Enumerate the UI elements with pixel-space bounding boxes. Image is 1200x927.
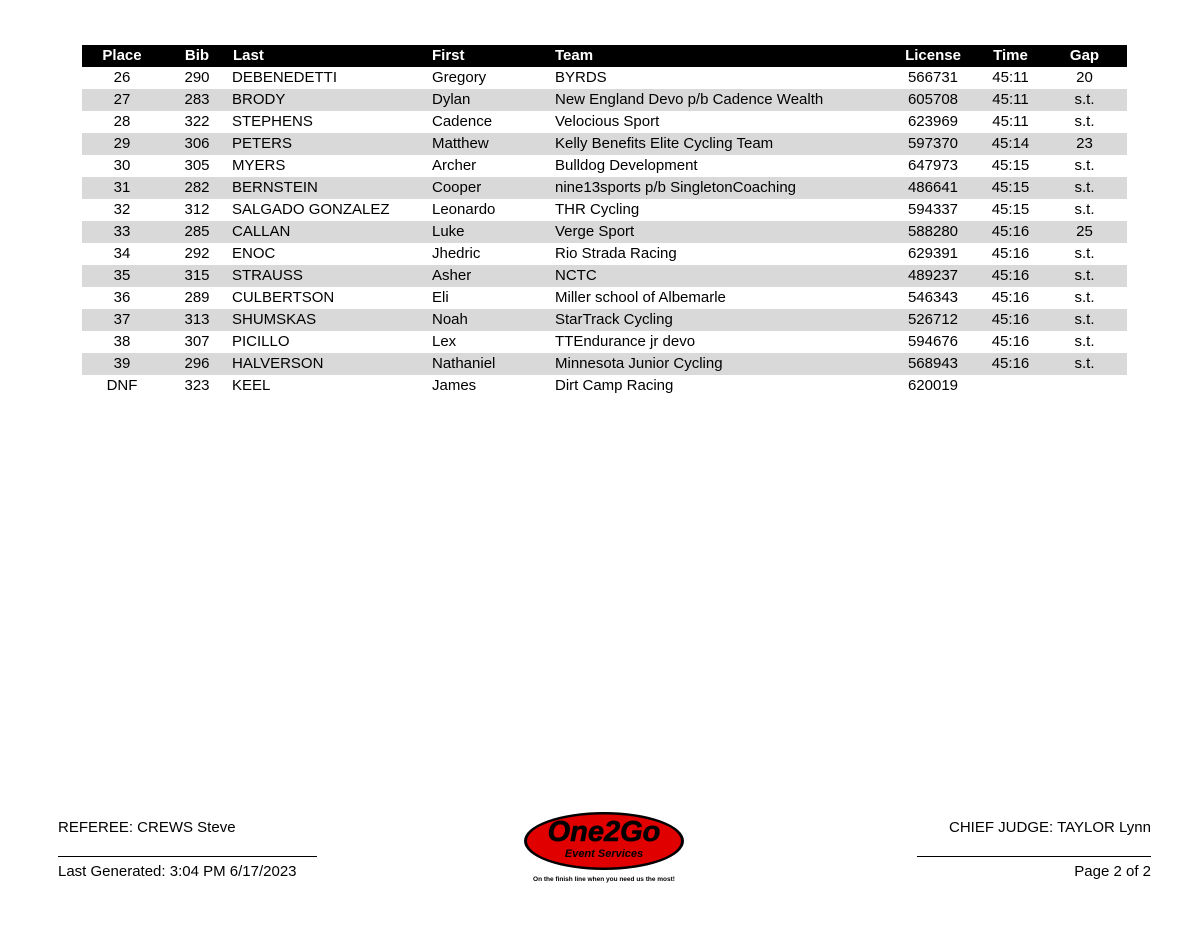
team-cell: THR Cycling: [555, 201, 640, 218]
team-cell: Miller school of Albemarle: [555, 289, 726, 306]
place-cell: 32: [113, 201, 131, 218]
column-header-bib: Bib: [162, 45, 232, 67]
first-name-cell: Cadence: [432, 113, 493, 130]
column-header-time: Time: [979, 45, 1042, 67]
place-cell: 31: [82, 177, 162, 199]
logo-title: One2Go: [547, 816, 661, 848]
referee-signature-line: [58, 856, 317, 857]
team-cell: NCTC: [555, 265, 887, 287]
time-cell: 45:16: [979, 309, 1042, 331]
team-cell: Rio Strada Racing: [555, 245, 677, 262]
bib-cell: 323: [184, 377, 210, 394]
bib-cell: 315: [162, 265, 232, 287]
license-cell: 486641: [887, 177, 979, 199]
team-cell: nine13sports p/b SingletonCoaching: [555, 177, 887, 199]
chief-judge-signature-line: [917, 856, 1151, 857]
column-header-place: Place: [82, 45, 162, 67]
team-cell: BYRDS: [555, 69, 607, 86]
license-cell: 594676: [907, 333, 959, 350]
column-header-last: Last: [232, 45, 432, 67]
table-row: [82, 177, 1127, 199]
gap-cell: s.t.: [1074, 157, 1095, 174]
one2go-logo: [520, 810, 690, 884]
place-cell: 37: [82, 309, 162, 331]
table-row: [82, 155, 1127, 177]
header-row: [82, 45, 1127, 67]
last-name-cell: SHUMSKAS: [232, 309, 432, 331]
first-name-cell: Nathaniel: [432, 353, 555, 375]
table-row: [82, 243, 1127, 265]
chief-judge-label: CHIEF JUDGE: TAYLOR Lynn: [949, 819, 1151, 836]
gap-cell: s.t.: [1074, 333, 1095, 350]
table-row: [82, 287, 1127, 309]
time-cell: [979, 375, 1042, 397]
first-name-cell: Luke: [432, 221, 555, 243]
bib-cell: 290: [184, 69, 210, 86]
team-cell: Velocious Sport: [555, 113, 660, 130]
column-header-team: Team: [555, 45, 887, 67]
last-name-cell: BRODY: [232, 89, 432, 111]
table-row: [82, 265, 1127, 287]
first-name-cell: Jhedric: [432, 245, 481, 262]
first-name-cell: Cooper: [432, 177, 555, 199]
table-row: [82, 133, 1127, 155]
license-cell: 620019: [907, 377, 959, 394]
last-name-cell: HALVERSON: [232, 353, 432, 375]
last-name-cell: ENOC: [232, 245, 276, 262]
team-cell: Kelly Benefits Elite Cycling Team: [555, 133, 887, 155]
time-cell: 45:16: [991, 245, 1030, 262]
first-name-cell: Gregory: [432, 69, 487, 86]
gap-cell: [1042, 375, 1127, 397]
team-cell: Dirt Camp Racing: [555, 377, 674, 394]
gap-cell: 20: [1076, 69, 1093, 86]
logo-graphic: [520, 810, 690, 884]
license-cell: 526712: [887, 309, 979, 331]
place-cell: 26: [113, 69, 131, 86]
first-name-cell: Asher: [432, 265, 555, 287]
place-cell: 27: [82, 89, 162, 111]
bib-cell: 306: [162, 133, 232, 155]
place-cell: 29: [82, 133, 162, 155]
referee-label: REFEREE: CREWS Steve: [58, 819, 236, 836]
last-name-cell: PETERS: [232, 133, 432, 155]
time-cell: 45:16: [979, 265, 1042, 287]
first-name-cell: Archer: [432, 157, 477, 174]
time-cell: 45:16: [991, 289, 1030, 306]
time-cell: 45:15: [991, 201, 1030, 218]
license-cell: 597370: [887, 133, 979, 155]
license-cell: 489237: [887, 265, 979, 287]
bib-cell: 296: [162, 353, 232, 375]
place-cell: DNF: [106, 377, 138, 394]
first-name-cell: Matthew: [432, 133, 555, 155]
team-cell: Minnesota Junior Cycling: [555, 353, 887, 375]
place-cell: 30: [113, 157, 131, 174]
bib-cell: 289: [184, 289, 210, 306]
gap-cell: s.t.: [1042, 89, 1127, 111]
table-row: [82, 111, 1127, 133]
time-cell: 45:11: [992, 113, 1029, 130]
table-row: [82, 353, 1127, 375]
gap-cell: 25: [1042, 221, 1127, 243]
last-name-cell: CALLAN: [232, 221, 432, 243]
bib-cell: 305: [184, 157, 210, 174]
table-row: [82, 199, 1127, 221]
license-cell: 594337: [907, 201, 959, 218]
bib-cell: 322: [184, 113, 210, 130]
gap-cell: s.t.: [1042, 309, 1127, 331]
first-name-cell: Leonardo: [432, 201, 496, 218]
time-cell: 45:16: [991, 333, 1030, 350]
bib-cell: 307: [184, 333, 210, 350]
gap-cell: s.t.: [1042, 177, 1127, 199]
gap-cell: s.t.: [1042, 265, 1127, 287]
last-name-cell: DEBENEDETTI: [232, 69, 338, 86]
table-row: [82, 331, 1127, 353]
table-row: [82, 89, 1127, 111]
logo-subtitle: Event Services: [564, 848, 644, 860]
first-name-cell: Eli: [432, 289, 449, 306]
gap-cell: s.t.: [1074, 289, 1095, 306]
last-name-cell: STRAUSS: [232, 265, 432, 287]
results-body: [82, 67, 1127, 397]
gap-cell: s.t.: [1074, 201, 1095, 218]
place-cell: 33: [82, 221, 162, 243]
first-name-cell: Noah: [432, 309, 555, 331]
team-cell: TTEndurance jr devo: [555, 333, 696, 350]
results-table: [82, 45, 1127, 397]
gap-cell: s.t.: [1074, 113, 1095, 130]
first-name-cell: James: [432, 377, 477, 394]
team-cell: New England Devo p/b Cadence Wealth: [555, 89, 887, 111]
table-row: [82, 221, 1127, 243]
last-name-cell: STEPHENS: [232, 113, 313, 130]
license-cell: 566731: [907, 69, 959, 86]
last-generated-label: Last Generated: 3:04 PM 6/17/2023: [58, 863, 297, 880]
last-name-cell: BERNSTEIN: [232, 177, 432, 199]
logo-tagline: On the finish line when you need us the most!: [533, 876, 675, 883]
time-cell: 45:15: [991, 157, 1030, 174]
license-cell: 546343: [907, 289, 959, 306]
team-cell: Verge Sport: [555, 221, 887, 243]
time-cell: 45:14: [979, 133, 1042, 155]
last-name-cell: PICILLO: [232, 333, 290, 350]
time-cell: 45:16: [979, 353, 1042, 375]
place-cell: 28: [113, 113, 131, 130]
place-cell: 34: [113, 245, 131, 262]
time-cell: 45:15: [979, 177, 1042, 199]
last-name-cell: SALGADO GONZALEZ: [232, 201, 390, 218]
time-cell: 45:16: [979, 221, 1042, 243]
table-row: [82, 309, 1127, 331]
license-cell: 588280: [887, 221, 979, 243]
column-header-first: First: [432, 45, 555, 67]
page-number: Page 2 of 2: [1074, 863, 1151, 880]
column-header-gap: Gap: [1042, 45, 1127, 67]
bib-cell: 313: [162, 309, 232, 331]
gap-cell: s.t.: [1042, 353, 1127, 375]
table-row: [82, 67, 1127, 89]
last-name-cell: MYERS: [232, 157, 286, 174]
place-cell: 39: [82, 353, 162, 375]
bib-cell: 312: [184, 201, 210, 218]
gap-cell: s.t.: [1074, 245, 1095, 262]
first-name-cell: Lex: [432, 333, 457, 350]
table-row: [82, 375, 1127, 397]
license-cell: 605708: [887, 89, 979, 111]
bib-cell: 285: [162, 221, 232, 243]
last-name-cell: CULBERTSON: [232, 289, 335, 306]
last-name-cell: KEEL: [232, 377, 271, 394]
license-cell: 629391: [907, 245, 959, 262]
time-cell: 45:11: [992, 69, 1029, 86]
team-cell: Bulldog Development: [555, 157, 698, 174]
place-cell: 36: [113, 289, 131, 306]
license-cell: 568943: [887, 353, 979, 375]
bib-cell: 282: [162, 177, 232, 199]
bib-cell: 283: [162, 89, 232, 111]
column-header-license: License: [887, 45, 979, 67]
first-name-cell: Dylan: [432, 89, 555, 111]
bib-cell: 292: [184, 245, 210, 262]
place-cell: 38: [113, 333, 131, 350]
time-cell: 45:11: [979, 89, 1042, 111]
gap-cell: 23: [1042, 133, 1127, 155]
license-cell: 623969: [907, 113, 959, 130]
team-cell: StarTrack Cycling: [555, 309, 887, 331]
license-cell: 647973: [907, 157, 959, 174]
place-cell: 35: [82, 265, 162, 287]
